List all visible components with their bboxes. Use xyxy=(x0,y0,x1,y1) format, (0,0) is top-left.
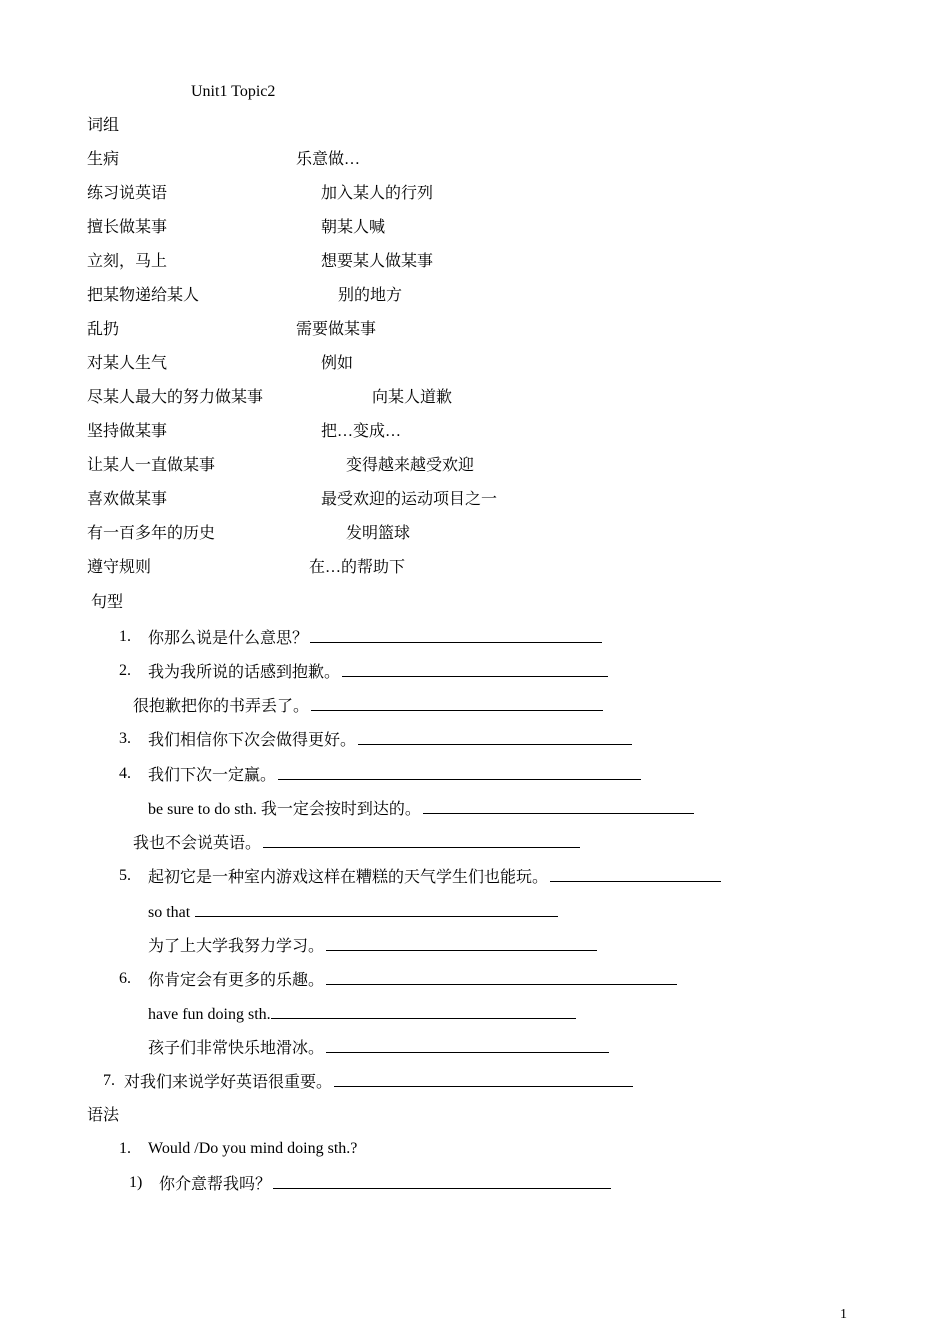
grammar-text: Would /Do you mind doing sth.? xyxy=(148,1140,358,1157)
phrase-right: 乐意做… xyxy=(296,151,361,168)
answer-blank[interactable] xyxy=(326,969,677,985)
sentence-text: 我们下次一定赢。 xyxy=(148,767,277,784)
grammar-text: 你介意帮我吗？ xyxy=(159,1176,272,1193)
sentence-text: 我们相信你下次会做得更好。 xyxy=(148,732,357,749)
answer-blank[interactable] xyxy=(423,798,694,814)
phrase-right: 最受欢迎的运动项目之一 xyxy=(321,491,498,508)
grammar-number: 1. xyxy=(119,1140,131,1157)
phrase-right: 需要做某事 xyxy=(296,321,377,338)
sentence-item xyxy=(148,729,632,751)
phrase-right: 变得越来越受欢迎 xyxy=(346,457,475,474)
answer-blank[interactable] xyxy=(195,901,558,917)
phrase-left: 坚持做某事 xyxy=(87,423,168,440)
phrase-left: 练习说英语 xyxy=(87,185,168,202)
answer-blank[interactable] xyxy=(311,695,603,711)
sentence-text: 很抱歉把你的书弄丢了。 xyxy=(133,698,310,715)
answer-blank[interactable] xyxy=(273,1173,611,1189)
answer-blank[interactable] xyxy=(342,661,608,677)
document-title: Unit1 Topic2 xyxy=(191,83,276,100)
phrase-left: 遵守规则 xyxy=(87,559,152,576)
sentence-text: 为了上大学我努力学习。 xyxy=(148,938,325,955)
phrase-right: 把…变成… xyxy=(321,423,402,440)
phrase-left: 让某人一直做某事 xyxy=(87,457,216,474)
phrase-left: 擅长做某事 xyxy=(87,219,168,236)
sentence-item xyxy=(148,764,641,786)
phrase-left: 生病 xyxy=(87,151,120,168)
sentence-text: so that xyxy=(148,904,191,921)
sentence-text: have fun doing sth. xyxy=(148,1006,271,1023)
answer-blank[interactable] xyxy=(550,866,721,882)
sentences-heading: 句型 xyxy=(91,594,124,611)
sentence-number: 1. xyxy=(119,628,131,645)
phrase-left: 乱扔 xyxy=(87,321,120,338)
phrase-left: 对某人生气 xyxy=(87,355,168,372)
answer-blank[interactable] xyxy=(358,729,632,745)
answer-blank[interactable] xyxy=(278,764,641,780)
phrase-left: 有一百多年的历史 xyxy=(87,525,216,542)
phrase-right: 朝某人喊 xyxy=(321,219,386,236)
sentence-item xyxy=(133,832,580,854)
sentence-number: 7. xyxy=(103,1072,115,1089)
sentence-number: 5. xyxy=(119,867,131,884)
sentence-text: 你那么说是什么意思？ xyxy=(148,630,309,647)
phrase-left: 喜欢做某事 xyxy=(87,491,168,508)
sentence-item xyxy=(148,866,721,888)
phrase-right: 别的地方 xyxy=(338,287,403,304)
phrase-left: 把某物递给某人 xyxy=(87,287,200,304)
sentence-item xyxy=(124,1071,633,1093)
sentence-text: be sure to do sth. 我一定会按时到达的。 xyxy=(148,801,421,818)
sentence-text: 我为我所说的话感到抱歉。 xyxy=(148,664,341,681)
sentence-number: 6. xyxy=(119,970,131,987)
phrase-right: 想要某人做某事 xyxy=(321,253,434,270)
answer-blank[interactable] xyxy=(310,627,602,643)
sentence-text: 起初它是一种室内游戏这样在糟糕的天气学生们也能玩。 xyxy=(148,869,549,886)
phrases-heading: 词组 xyxy=(87,117,120,134)
phrase-right: 在…的帮助下 xyxy=(309,559,406,576)
sentence-text: 孩子们非常快乐地滑冰。 xyxy=(148,1040,325,1057)
sentence-item xyxy=(148,901,558,923)
sentence-item xyxy=(148,798,694,820)
sentence-item xyxy=(148,661,608,683)
sentence-text: 对我们来说学好英语很重要。 xyxy=(124,1074,333,1091)
phrase-right: 加入某人的行列 xyxy=(321,185,434,202)
page-number: 1 xyxy=(840,1307,847,1322)
sentence-item xyxy=(148,627,602,649)
sentence-number: 3. xyxy=(119,730,131,747)
sentence-number: 2. xyxy=(119,662,131,679)
sentence-text: 你肯定会有更多的乐趣。 xyxy=(148,972,325,989)
answer-blank[interactable] xyxy=(326,1037,609,1053)
answer-blank[interactable] xyxy=(271,1003,576,1019)
answer-blank[interactable] xyxy=(326,935,597,951)
answer-blank[interactable] xyxy=(334,1071,633,1087)
phrase-right: 发明篮球 xyxy=(346,525,411,542)
sentence-item xyxy=(148,969,677,991)
grammar-number: 1) xyxy=(129,1174,143,1191)
sentence-number: 4. xyxy=(119,765,131,782)
sentence-item xyxy=(133,695,603,717)
phrase-right: 例如 xyxy=(321,355,354,372)
sentence-item xyxy=(148,935,597,957)
phrase-left: 立刻，马上 xyxy=(87,253,168,270)
sentence-text: 我也不会说英语。 xyxy=(133,835,262,852)
phrase-left: 尽某人最大的努力做某事 xyxy=(87,389,264,406)
grammar-item xyxy=(159,1173,611,1195)
grammar-heading: 语法 xyxy=(87,1107,120,1124)
sentence-item xyxy=(148,1003,576,1025)
phrase-right: 向某人道歉 xyxy=(372,389,453,406)
sentence-item xyxy=(148,1037,609,1059)
answer-blank[interactable] xyxy=(263,832,580,848)
